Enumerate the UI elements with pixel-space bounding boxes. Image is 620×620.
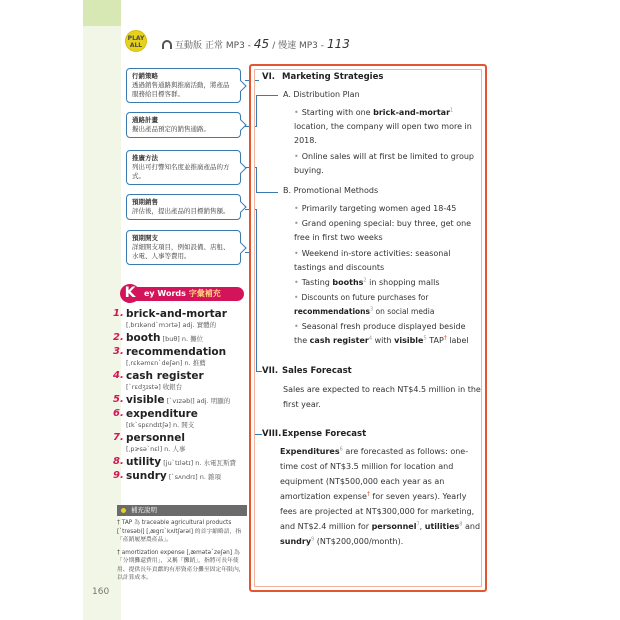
play-all-button[interactable] <box>125 30 147 52</box>
bullet-text: Weekend in-store activities: seasonal tastings and discounts <box>294 249 451 272</box>
bullet-text: Primarily targeting women aged 18-45 <box>301 204 457 213</box>
footnote-marker: 8 <box>459 521 463 528</box>
bullet-text: Tasting <box>301 278 333 287</box>
section-vii-heading <box>262 366 352 376</box>
keyword-pron: [ˋrɛdʒɪstə] 收銀台 <box>126 383 183 391</box>
keyword-word: utility <box>126 456 162 468</box>
keyword-item <box>113 308 248 330</box>
distribution-plan-label: A. Distribution Plan <box>283 90 360 99</box>
definition-promotional-methods <box>126 150 241 185</box>
keyword-number: 1. <box>113 308 124 319</box>
play-all-line-1: PLAY <box>127 35 145 42</box>
dagger-marker: † <box>443 334 447 342</box>
keyword-item <box>113 346 248 368</box>
keyword-highlight: booths <box>332 278 364 287</box>
definition-title: 預期銷售 <box>132 198 158 206</box>
section-title: Expense Forecast <box>282 429 367 439</box>
supplement-title: 補充說明 <box>131 506 157 514</box>
expense-text: , <box>419 522 425 531</box>
definition-distribution-plan <box>126 112 241 138</box>
keyword-number: 6. <box>113 408 124 419</box>
keyword-pron: [buθ] n. 攤位 <box>162 335 204 343</box>
keyword-item <box>113 456 248 468</box>
keyword-highlight: sundry <box>280 537 312 546</box>
expense-text: are forecasted as follows: one-time cost of NT$3.5 million for location and equipment (NT$500,000 each year as an amortization expense <box>280 447 469 501</box>
footnote-marker: 5 <box>423 335 427 342</box>
section-title: Marketing Strategies <box>282 72 384 82</box>
keyword-item <box>113 432 248 454</box>
keyword-word: cash register <box>126 370 204 382</box>
keyword-highlight: brick-and-mortar <box>373 108 451 117</box>
sales-forecast-text: Sales are expected to reach NT$4.5 million in the first year. <box>283 385 481 409</box>
keyword-pron: [juˋtɪlətɪ] n. 水電瓦斯費 <box>163 459 237 467</box>
keyword-item <box>113 394 248 406</box>
play-all-line-2: ALL <box>129 42 143 49</box>
key-words-title-cn: 字彙補充 <box>188 289 221 298</box>
bullet-item: • Grand opening special: buy three, get one free in first two weeks <box>294 219 472 242</box>
section-number: VI. <box>262 72 275 82</box>
definition-expense-forecast <box>126 230 241 265</box>
bullet-text: Discounts on future purchases for <box>301 293 429 302</box>
section-viii-heading <box>262 429 366 439</box>
expense-text: for seven years). Yearly fees are projected at NT$300,000 for marketing, and NT$2.4 million for <box>280 492 475 531</box>
bullet-text: location, the company will open two more in 2018. <box>294 122 472 145</box>
keyword-highlight: cash register <box>309 336 369 345</box>
bullet-item: • Discounts on future purchases for recommendations$^3$ on social media <box>294 293 435 316</box>
definition-marketing-strategy <box>126 68 241 103</box>
keyword-word: personnel <box>126 432 185 444</box>
definition-title: 預期開支 <box>132 234 158 242</box>
bullet-text: in shopping malls <box>366 278 440 287</box>
keyword-pron: [ˌrɛkəmɛnˋdeʃən] n. 推薦 <box>126 359 206 367</box>
keyword-highlight: utilities <box>424 522 460 531</box>
definition-text: 詳細開支項目，例如設備、店租、水電、人事等費用。 <box>132 243 230 260</box>
footnote-marker: 1 <box>450 107 454 114</box>
keyword-number: 3. <box>113 346 124 357</box>
key-words-header <box>120 284 244 303</box>
keyword-number: 2. <box>113 332 124 343</box>
keyword-highlight: visible <box>394 336 424 345</box>
footnote-marker: 4 <box>368 335 373 342</box>
keyword-word: expenditure <box>126 408 198 420</box>
footnote-marker: 6 <box>339 446 343 453</box>
footnote-marker: 7 <box>416 521 420 528</box>
definition-title: 推廣方法 <box>132 154 158 162</box>
key-words-title-en: ey Words <box>144 289 186 298</box>
dagger-marker: † <box>366 490 370 498</box>
definition-sales-forecast <box>126 194 241 220</box>
side-bar-top <box>83 0 121 26</box>
keyword-pron: [ˌbrɪkəndˋmɔrtə] adj. 實體的 <box>126 321 217 329</box>
footnote-marker: 9 <box>311 536 315 543</box>
key-words-title <box>136 287 244 301</box>
keyword-pron: [ˌpɝsəˋnɛl] n. 人事 <box>126 445 186 453</box>
section-vi-heading <box>262 72 383 82</box>
keyword-number: 7. <box>113 432 124 443</box>
keyword-word: recommendation <box>126 346 227 358</box>
bullet-item: • Primarily targeting women aged 18-45 <box>294 204 457 213</box>
keyword-number: 5. <box>113 394 124 405</box>
page-number: 160 <box>92 587 110 597</box>
keyword-item <box>113 408 248 430</box>
definition-text: 擬出產品預定的銷售通路。 <box>132 125 210 133</box>
definition-text: 列出可打響知名度並推廣產品的方式。 <box>132 163 230 180</box>
bullet-text: Grand opening special: buy three, get one free in first two weeks <box>294 219 472 242</box>
bullet-text: Seasonal fresh produce displayed beside the <box>294 322 466 345</box>
bullet-text: Online sales will at first be limited to group buying. <box>294 152 474 175</box>
bullet-text: with <box>372 336 395 345</box>
promotional-methods-label: B. Promotional Methods <box>283 186 379 195</box>
keyword-number: 4. <box>113 370 124 381</box>
audio-header <box>162 37 350 51</box>
supplement-body <box>117 519 247 587</box>
section-number: VIII. <box>262 429 282 439</box>
key-words-k: K <box>120 284 140 303</box>
bullet-item: • Tasting booths$^2$ in shopping malls <box>294 277 440 287</box>
keyword-highlight: Expenditures <box>280 447 340 456</box>
keyword-word: brick-and-mortar <box>126 308 227 320</box>
keyword-pron: [ˋvɪzəbḷ] adj. 明顯的 <box>166 397 231 405</box>
bullet-text: on social media <box>373 307 435 316</box>
expense-text: (NT$200,000/month). <box>314 537 404 546</box>
section-title: Sales Forecast <box>282 366 352 376</box>
supplement-header <box>117 505 247 516</box>
keyword-word: booth <box>126 332 161 344</box>
normal-label: 正常 MP3 - <box>205 41 251 51</box>
keyword-highlight: personnel <box>371 522 417 531</box>
headphone-icon <box>162 40 172 49</box>
definition-text: 透過銷售通路與推廣活動，將產品服務給目標客群。 <box>132 81 230 98</box>
bullet-text: TAP <box>426 336 444 345</box>
bullet-text: Starting with one <box>301 108 374 117</box>
interactive-label: 互動版 <box>175 41 203 51</box>
keyword-pron: [ɪkˋspɛndɪtʃə] n. 開支 <box>126 421 195 429</box>
keyword-pron: [ˋsʌndrɪ] n. 雜項 <box>168 473 222 481</box>
bullet-icon <box>121 508 126 513</box>
keyword-highlight: recommendations <box>294 307 370 316</box>
definition-title: 通路計畫 <box>132 116 158 124</box>
keyword-word: visible <box>126 394 165 406</box>
definition-title: 行銷策略 <box>132 72 158 80</box>
bullet-item: • Online sales will at first be limited to group buying. <box>294 152 474 175</box>
slow-label: / 慢速 MP3 - <box>272 41 324 51</box>
keyword-number: 8. <box>113 456 124 467</box>
keyword-item <box>113 332 248 344</box>
bullet-item: • Starting with one brick-and-mortar$^1$ location, the company will open two more in 2018. <box>294 107 472 145</box>
footnote-marker: 2 <box>363 277 367 284</box>
definition-text: 評估後，提出產品的目標銷售額。 <box>132 207 230 215</box>
normal-track[interactable]: 45 <box>253 37 270 51</box>
bullet-item: • Seasonal fresh produce displayed beside the cash register$^4$ with visible$^5$ TAP† label <box>294 322 469 345</box>
supplement-note: † amortization expense [ˌæmətəˋzeʃən] 為「分期攤還費用」，又稱「攤銷」，指將可長年使用、提供長年貢獻的有形資產分攤至固定年限內，以計算成本。 <box>117 549 245 581</box>
expense-text: and <box>462 522 481 531</box>
bullet-item: • Weekend in-store activities: seasonal tastings and discounts <box>294 249 451 272</box>
bullet-text: label <box>446 336 469 345</box>
footnote-marker: 3 <box>369 306 374 313</box>
slow-track[interactable]: 113 <box>326 37 350 51</box>
section-number: VII. <box>262 366 279 376</box>
keyword-item <box>113 370 248 392</box>
key-words-list <box>113 308 248 484</box>
keyword-item <box>113 470 248 482</box>
keyword-word: sundry <box>126 470 167 482</box>
expense-forecast-text <box>280 444 482 549</box>
keyword-number: 9. <box>113 470 124 481</box>
supplement-note: † TAP 為 traceable agricultural products [ˋtresəbḷ] [ˌægrɪˋkʌltʃərəl] 的首字縮略語，指「產銷履歷農產品」。 <box>117 520 242 543</box>
